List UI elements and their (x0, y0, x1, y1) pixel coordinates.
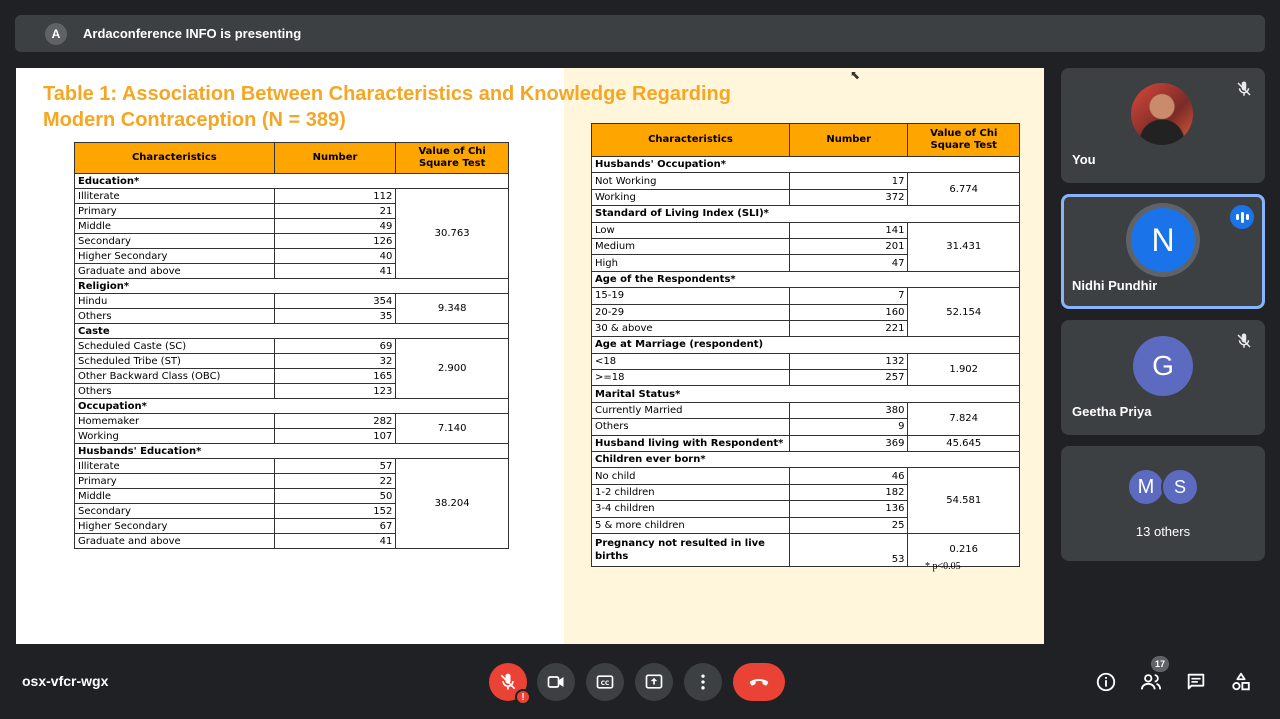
row-number: 165 (274, 369, 396, 384)
row-label: Higher Secondary (75, 249, 275, 264)
chi-square-value: 7.140 (396, 414, 509, 444)
present-icon (644, 672, 664, 692)
row-label: Others (75, 309, 275, 324)
row-number: 257 (789, 370, 908, 386)
row-number: 17 (789, 173, 908, 189)
avatar: N (1131, 208, 1195, 272)
row-number: 152 (274, 504, 396, 519)
row-label: Scheduled Tribe (ST) (75, 354, 275, 369)
table-group-row (75, 174, 509, 189)
shared-slide (16, 68, 1044, 644)
captions-button[interactable] (586, 663, 624, 701)
chi-square-value: 31.431 (908, 222, 1020, 271)
row-label: Not Working (592, 173, 790, 189)
chi-square-value: 54.581 (908, 468, 1020, 534)
table-group-row (75, 444, 509, 459)
table-row (75, 294, 509, 309)
mic-off-icon (498, 672, 518, 692)
mic-toggle-button[interactable] (489, 663, 527, 701)
camera-icon (546, 672, 566, 692)
avatar: M (1127, 468, 1165, 506)
present-now-button[interactable] (635, 663, 673, 701)
participant-tile-geetha[interactable] (1061, 320, 1265, 435)
table-group-row (75, 324, 509, 339)
more-options-button[interactable] (684, 663, 722, 701)
row-number: 282 (274, 414, 396, 429)
show-everyone-button[interactable] (1138, 669, 1164, 695)
participant-name: 13 others (1135, 524, 1191, 539)
header-number: Number (274, 143, 396, 174)
row-label: No child (592, 468, 790, 484)
row-number: 354 (274, 294, 396, 309)
row-number: 141 (789, 222, 908, 238)
row-number: 112 (274, 189, 396, 204)
row-label: Graduate and above (75, 534, 275, 549)
group-label: Age at Marriage (respondent) (592, 337, 1020, 353)
table-row (592, 353, 1020, 369)
row-number: 107 (274, 429, 396, 444)
table-row (592, 402, 1020, 418)
row-label: Homemaker (75, 414, 275, 429)
table-group-row (592, 157, 1020, 173)
row-number: 25 (789, 517, 908, 533)
row-label: 3-4 children (592, 501, 790, 517)
row-number: 50 (274, 489, 396, 504)
table-row (592, 288, 1020, 304)
slide-title-line2: Modern Contraception (N = 389) (43, 109, 346, 131)
row-number: 123 (274, 384, 396, 399)
group-label: Husbands' Occupation* (592, 157, 1020, 173)
header-chi-square: Value of Chi Square Test (396, 143, 509, 174)
row-label: Higher Secondary (75, 519, 275, 534)
group-label: Education* (75, 174, 509, 189)
row-label: Illiterate (75, 459, 275, 474)
avatar: S (1161, 468, 1199, 506)
row-label: >=18 (592, 370, 790, 386)
participant-name: You (1072, 152, 1096, 167)
row-number: 182 (789, 484, 908, 500)
row-label: 5 & more children (592, 517, 790, 533)
table-row (592, 222, 1020, 238)
leave-call-button[interactable] (733, 663, 785, 701)
row-number: 7 (789, 288, 908, 304)
group-label: Children ever born* (592, 452, 1020, 468)
row-number: 126 (274, 234, 396, 249)
row-label: Middle (75, 489, 275, 504)
row-label: Hindu (75, 294, 275, 309)
row-number: 67 (274, 519, 396, 534)
mic-off-icon (1235, 332, 1253, 350)
presenter-avatar: A (45, 23, 67, 45)
table-row (75, 459, 509, 474)
people-count-badge: 17 (1151, 656, 1169, 672)
row-number: 132 (789, 353, 908, 369)
participant-tile-nidhi[interactable] (1061, 194, 1265, 309)
row-number: 160 (789, 304, 908, 320)
activities-button[interactable] (1228, 669, 1254, 695)
table-row (75, 189, 509, 204)
chi-square-value: 52.154 (908, 288, 1020, 337)
chi-square-value: 2.900 (396, 339, 509, 399)
row-number: 53 (789, 533, 908, 566)
table-group-row (592, 386, 1020, 402)
participant-name: Geetha Priya (1072, 404, 1152, 419)
chi-square-value: 9.348 (396, 294, 509, 324)
row-number: 35 (274, 309, 396, 324)
row-number: 136 (789, 501, 908, 517)
chi-square-value: 45.645 (908, 435, 1020, 451)
chi-square-value: 30.763 (396, 189, 509, 279)
slide-title-line1: Table 1: Association Between Characteristics and Knowledge Regarding (43, 83, 731, 105)
significance-note: * p<0.05 (925, 561, 961, 572)
row-number: 21 (274, 204, 396, 219)
mouse-cursor-icon: ⬉ (850, 68, 861, 82)
row-label: Scheduled Caste (SC) (75, 339, 275, 354)
more-icon (693, 672, 713, 692)
row-label: Secondary (75, 234, 275, 249)
row-label: Others (75, 384, 275, 399)
chi-square-value: 1.902 (908, 353, 1020, 386)
row-label: Working (75, 429, 275, 444)
chi-square-value: 0.216 (908, 533, 1020, 566)
row-label: Low (592, 222, 790, 238)
meeting-details-button[interactable] (1093, 669, 1119, 695)
table-row (75, 339, 509, 354)
avatar (1131, 83, 1193, 145)
meeting-code: osx-vfcr-wgx (22, 673, 109, 689)
characteristics-table-left (74, 142, 509, 549)
chi-square-value: 38.204 (396, 459, 509, 549)
header-characteristics: Characteristics (592, 124, 790, 157)
row-label: 1-2 children (592, 484, 790, 500)
row-label: Primary (75, 204, 275, 219)
table-group-row (75, 399, 509, 414)
activities-icon (1230, 671, 1252, 693)
table-row (592, 468, 1020, 484)
table-group-row (75, 279, 509, 294)
characteristics-table-right (591, 123, 1020, 567)
header-characteristics: Characteristics (75, 143, 275, 174)
table-group-row (592, 206, 1020, 222)
mic-off-icon (1235, 80, 1253, 98)
row-label: 15-19 (592, 288, 790, 304)
row-label: Other Backward Class (OBC) (75, 369, 275, 384)
row-number: 46 (789, 468, 908, 484)
header-chi-square: Value of Chi Square Test (908, 124, 1020, 157)
row-label: Middle (75, 219, 275, 234)
camera-toggle-button[interactable] (537, 663, 575, 701)
group-label: Husbands' Education* (75, 444, 509, 459)
avatar: G (1133, 336, 1193, 396)
row-label-line: Pregnancy not resulted in live (595, 537, 765, 549)
row-number: 49 (274, 219, 396, 234)
mic-warning-badge: ! (515, 689, 531, 705)
row-label: 20-29 (592, 304, 790, 320)
participant-name: Nidhi Pundhir (1072, 278, 1158, 293)
row-label: Graduate and above (75, 264, 275, 279)
row-number: 40 (274, 249, 396, 264)
chat-button[interactable] (1183, 669, 1209, 695)
row-number: 221 (789, 320, 908, 336)
table-group-row (592, 271, 1020, 287)
row-number: 380 (789, 402, 908, 418)
row-label: Husband living with Respondent* (592, 435, 790, 451)
row-number: 9 (789, 419, 908, 435)
header-number: Number (789, 124, 908, 157)
captions-icon (595, 672, 615, 692)
group-label: Age of the Respondents* (592, 271, 1020, 287)
info-icon (1095, 671, 1117, 693)
group-label: Caste (75, 324, 509, 339)
presenting-text: Ardaconference INFO is presenting (83, 26, 302, 41)
row-number: 47 (789, 255, 908, 271)
table-row (592, 173, 1020, 189)
row-label: Currently Married (592, 402, 790, 418)
participant-tile-others[interactable] (1061, 446, 1265, 561)
row-number: 369 (789, 435, 908, 451)
row-number: 69 (274, 339, 396, 354)
people-icon (1140, 671, 1162, 693)
chat-icon (1185, 671, 1207, 693)
row-number: 372 (789, 189, 908, 205)
row-label: <18 (592, 353, 790, 369)
row-label: Secondary (75, 504, 275, 519)
speaking-indicator-icon (1230, 205, 1254, 229)
table-group-row (592, 452, 1020, 468)
row-label: High (592, 255, 790, 271)
participant-tile-you[interactable] (1061, 68, 1265, 183)
row-number: 57 (274, 459, 396, 474)
row-label: Working (592, 189, 790, 205)
table-row (592, 435, 1020, 451)
row-number: 41 (274, 534, 396, 549)
group-label: Occupation* (75, 399, 509, 414)
row-label: Medium (592, 238, 790, 254)
table-row (75, 414, 509, 429)
row-label-line: births (595, 550, 629, 562)
chi-square-value: 6.774 (908, 173, 1020, 206)
svg-text:CC: CC (600, 680, 610, 687)
group-label: Marital Status* (592, 386, 1020, 402)
row-number: 201 (789, 238, 908, 254)
group-label: Religion* (75, 279, 509, 294)
row-number: 22 (274, 474, 396, 489)
table-group-row (592, 337, 1020, 353)
presenting-banner (15, 15, 1265, 52)
row-label (592, 533, 790, 566)
row-label: Illiterate (75, 189, 275, 204)
row-label: 30 & above (592, 320, 790, 336)
row-label: Primary (75, 474, 275, 489)
end-call-icon (747, 670, 771, 694)
row-label: Others (592, 419, 790, 435)
row-number: 32 (274, 354, 396, 369)
row-number: 41 (274, 264, 396, 279)
chi-square-value: 7.824 (908, 402, 1020, 435)
group-label: Standard of Living Index (SLI)* (592, 206, 1020, 222)
